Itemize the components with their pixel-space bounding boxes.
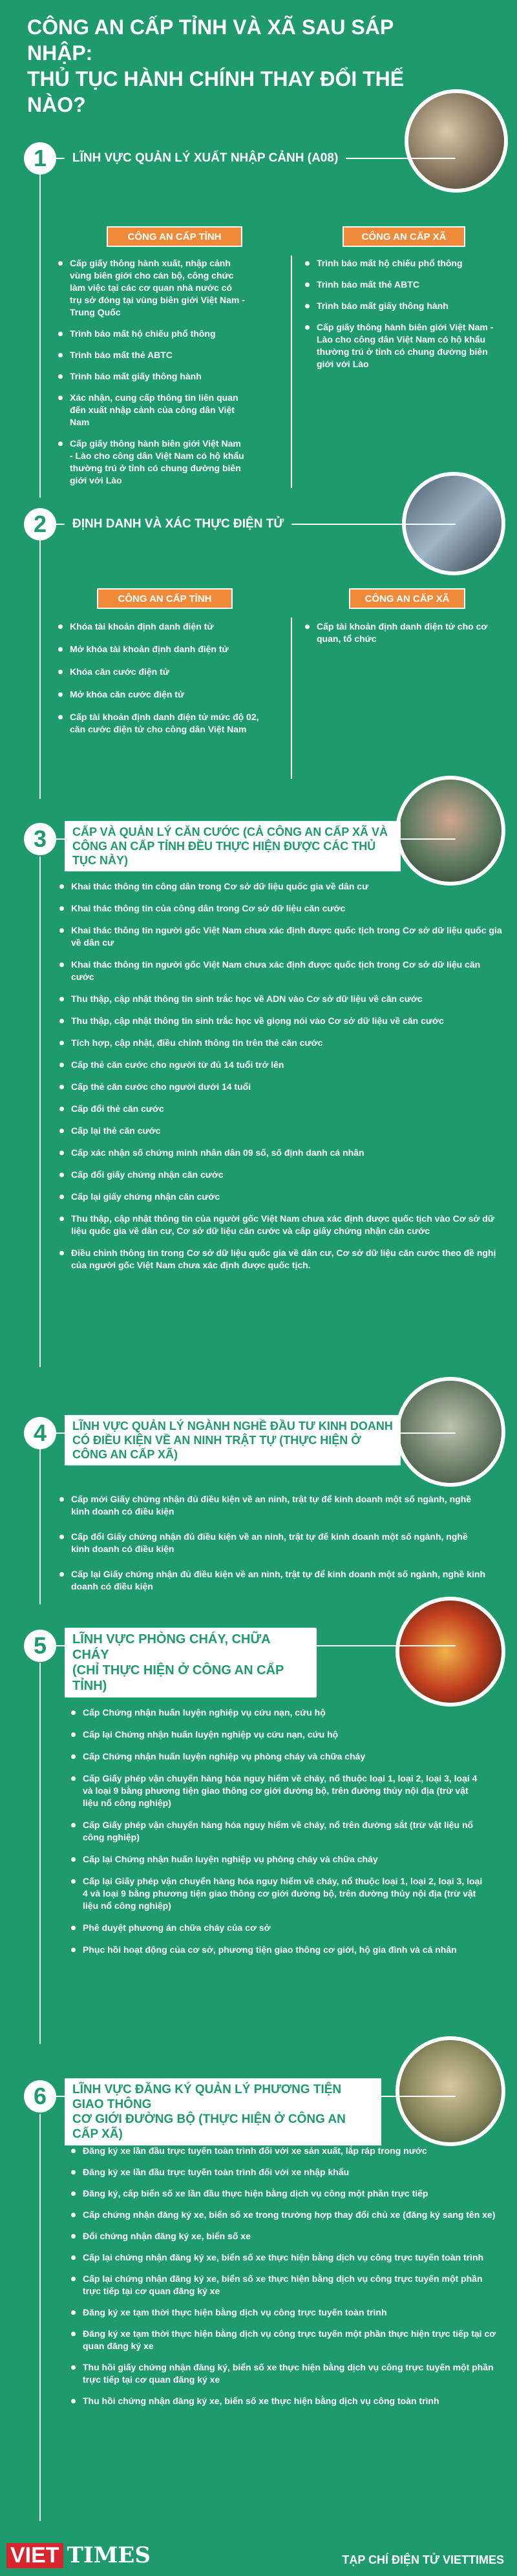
- list-item: Trình báo mất hộ chiếu phổ thông: [305, 257, 502, 270]
- section-3-list: [59, 880, 505, 1281]
- section-4-title-line-2: CÓ ĐIỀU KIỆN VỀ AN NINH TRẬT TỰ (THỰC HIỆN Ở CÔNG AN CẤP XÃ): [72, 1434, 361, 1461]
- list-item: Đăng ký xe lần đầu trực tuyến toàn trình đối với xe nhập khẩu: [71, 2166, 498, 2178]
- section-1-right-head: CÔNG AN CẤP XÃ: [343, 226, 465, 247]
- list-item: Cấp mới Giấy chứng nhận đủ điều kiện về an ninh, trật tự để kinh doanh một số ngành, nghề kinh doanh có điều kiện: [59, 1493, 486, 1518]
- section-4-photo: [396, 1377, 505, 1487]
- list-item: Khóa căn cước điện tử: [58, 666, 271, 678]
- section-6-title-line-2: CƠ GIỚI ĐƯỜNG BỘ (THỰC HIỆN Ở CÔNG AN CẤP XÃ): [72, 2113, 346, 2141]
- list-item: Thu thập, cập nhật thông tin sinh trắc học về ADN vào Cơ sở dữ liệu về căn cước: [59, 993, 505, 1005]
- list-item: Trình báo mất giấy thông hành: [58, 370, 246, 383]
- list-item: Cấp lại giấy chứng nhận căn cước: [59, 1191, 505, 1203]
- title-line-2: THỦ TỤC HÀNH CHÍNH THAY ĐỔI THẾ NÀO?: [27, 67, 405, 116]
- section-2: [0, 491, 517, 814]
- list-item: Thu thập, cập nhật thông tin sinh trắc học về giọng nói vào Cơ sở dữ liệu về căn cước: [59, 1015, 505, 1027]
- section-5: [0, 1590, 517, 2056]
- section-2-number: 2: [24, 508, 56, 540]
- list-item: Cấp lại Giấy phép vận chuyển hàng hóa nguy hiểm về cháy, nổ thuộc loại 1, loại 2, loại 3, loại 4 và loại 9 bằng phương tiện giao thông cơ giới đường bộ, trên đường thủy nội địa (trừ vật liệu nổ công nghiệp): [71, 1875, 485, 1912]
- list-item: Cấp tài khoản định danh điện tử cho cơ quan, tổ chức: [305, 621, 499, 645]
- list-item: Cấp giấy thông hành biên giới Việt Nam - Lào cho công dân Việt Nam có hộ khẩu thường trú ở tỉnh có chung đường biên giới với Lào: [58, 438, 246, 487]
- section-2-vline: [39, 540, 41, 799]
- logo-times: TIMES: [67, 2542, 151, 2568]
- section-1: [0, 129, 517, 504]
- list-item: Cấp lại Chứng nhận huấn luyện nghiệp vụ phòng cháy và chữa cháy: [71, 1853, 485, 1866]
- list-item: Cấp Chứng nhận huấn luyện nghiệp vụ cứu nạn, cứu hộ: [71, 1707, 485, 1719]
- section-2-left-head: CÔNG AN CẤP TỈNH: [97, 588, 233, 609]
- list-item: Trình báo mất giấy thông hành: [305, 300, 502, 312]
- section-6-list: [71, 2145, 498, 2416]
- section-3-vline: [39, 857, 41, 1367]
- list-item: Điều chỉnh thông tin trong Cơ sở dữ liệu quốc gia về dân cư, Cơ sở dữ liệu căn cước theo đề nghị của người gốc Việt Nam chưa xác định được quốc tịch.: [59, 1247, 505, 1272]
- section-1-vline: [39, 175, 41, 498]
- list-item: Thu hồi chứng nhận đăng ký xe, biển số xe thực hiện bằng dịch vụ công toàn trình: [71, 2395, 498, 2407]
- section-6-number: 6: [24, 2080, 56, 2113]
- section-5-list: [71, 1707, 485, 1966]
- list-item: Cấp Giấy phép vận chuyển hàng hóa nguy hiểm về cháy, nổ trên đường sắt (trừ vật liệu nổ công nghiệp): [71, 1819, 485, 1844]
- list-item: Cấp đổi Giấy chứng nhận đủ điều kiện về an ninh, trật tự để kinh doanh một số ngành, nghề kinh doanh có điều kiện: [59, 1531, 486, 1555]
- title-line-1: CÔNG AN CẤP TỈNH VÀ XÃ SAU SÁP NHẬP:: [27, 16, 394, 65]
- list-item: Cấp tài khoản định danh điện tử mức độ 02, căn cước điện tử cho công dân Việt Nam: [58, 711, 271, 736]
- section-4-title: [65, 1415, 401, 1465]
- list-item: Cấp đổi giấy chứng nhận căn cước: [59, 1169, 505, 1181]
- list-item: Phục hồi hoạt động của cơ sở, phương tiện giao thông cơ giới, hộ gia đình và cá nhân: [71, 1944, 485, 1956]
- list-item: Cấp xác nhận số chứng minh nhân dân 09 số, số định danh cá nhân: [59, 1147, 505, 1159]
- section-2-title: ĐỊNH DANH VÀ XÁC THỰC ĐIỆN TỬ: [65, 516, 291, 532]
- section-5-number: 5: [24, 1630, 56, 1662]
- list-item: Trình báo mất hộ chiếu phổ thông: [58, 328, 246, 340]
- section-6-photo: [396, 2036, 505, 2146]
- section-2-left-list: [58, 621, 271, 746]
- section-4-title-line-1: LĨNH VỰC QUẢN LÝ NGÀNH NGHỀ ĐẦU TƯ KINH DOANH: [72, 1420, 393, 1432]
- list-item: Phê duyệt phương án chữa cháy của cơ sở: [71, 1922, 485, 1934]
- list-item: Đăng ký xe tạm thời thực hiện bằng dịch vụ công trực tuyến một phần thực hiện trực tiếp tại cơ quan đăng ký xe: [71, 2328, 498, 2352]
- list-item: Đổi chứng nhận đăng ký xe, biển số xe: [71, 2230, 498, 2242]
- list-item: Cấp Chứng nhận huấn luyện nghiệp vụ phòng cháy và chữa cháy: [71, 1751, 485, 1763]
- page-title: [27, 14, 441, 118]
- list-item: Cấp thẻ căn cước cho người từ đủ 14 tuổi trở lên: [59, 1059, 505, 1071]
- list-item: Cấp đổi thẻ căn cước: [59, 1103, 505, 1115]
- section-6-title: [65, 2078, 381, 2145]
- list-item: Cấp lại Chứng nhận huấn luyện nghiệp vụ cứu nạn, cứu hộ: [71, 1729, 485, 1741]
- list-item: Trình báo mất thẻ ABTC: [58, 349, 246, 361]
- list-item: Khai thác thông tin của công dân trong Cơ sở dữ liệu căn cước: [59, 902, 505, 915]
- list-item: Khóa tài khoản định danh điện tử: [58, 621, 271, 633]
- section-2-right-head: CÔNG AN CẤP XÃ: [349, 588, 465, 609]
- list-item: Đăng ký xe tạm thời thực hiện bằng dịch vụ công trực tuyến toàn trình: [71, 2306, 498, 2319]
- section-1-title: LĨNH VỰC QUẢN LÝ XUẤT NHẬP CẢNH (A08): [65, 151, 346, 166]
- list-item: Cấp lại Giấy chứng nhận đủ điều kiện về an ninh, trật tự để kinh doanh một số ngành, nghề kinh doanh có điều kiện: [59, 1568, 486, 1593]
- list-item: Cấp lại thẻ căn cước: [59, 1125, 505, 1137]
- list-item: Cấp giấy thông hành xuất, nhập cảnh vùng biên giới cho cán bộ, công chức làm việc tại các cơ quan nhà nước có trụ sở đóng tại vùng biên giới Việt Nam - Trung Quốc: [58, 257, 246, 319]
- section-3-number: 3: [24, 823, 56, 855]
- section-4-number: 4: [24, 1417, 56, 1449]
- section-3-title-line-2: CÔNG AN CẤP TỈNH ĐỀU THỰC HIỆN ĐƯỢC CÁC THỦ TỤC NÀY): [72, 840, 376, 867]
- section-5-vline: [39, 1663, 41, 2044]
- list-item: Cấp lại chứng nhận đăng ký xe, biển số xe thực hiện bằng dịch vụ công trực tuyến toàn trình: [71, 2251, 498, 2264]
- section-4: [0, 1390, 517, 1616]
- list-item: Trình báo mất thẻ ABTC: [305, 279, 502, 291]
- list-item: Thu thập, cập nhật thông tin của người gốc Việt Nam chưa xác định được quốc tịch vào Cơ sở dữ liệu quốc gia về dân cư, Cơ sở dữ liệu căn cước và cấp giấy chứng nhận căn cước: [59, 1213, 505, 1237]
- section-2-right-list: [305, 621, 499, 655]
- section-5-title-line-1: LĨNH VỰC PHÒNG CHÁY, CHỮA CHÁY: [72, 1632, 270, 1662]
- list-item: Đăng ký, cấp biển số xe lần đầu thực hiện bằng dịch vụ công một phần trực tiếp: [71, 2187, 498, 2200]
- section-1-left-head: CÔNG AN CẤP TỈNH: [107, 226, 242, 247]
- section-3: [0, 776, 517, 1377]
- list-item: Mở khóa căn cước điện tử: [58, 688, 271, 701]
- list-item: Khai thác thông tin người gốc Việt Nam chưa xác định được quốc tịch trong Cơ sở dữ liệu quốc gia về dân cư: [59, 924, 505, 949]
- logo-viet: VIET: [6, 2543, 63, 2568]
- list-item: Cấp thẻ căn cước cho người dưới 14 tuổi: [59, 1081, 505, 1093]
- list-item: Đăng ký xe lần đầu trực tuyến toàn trình đối với xe sản xuất, lắp ráp trong nước: [71, 2145, 498, 2157]
- section-5-title-line-2: (CHỈ THỰC HIỆN Ở CÔNG AN CẤP TỈNH): [72, 1663, 284, 1693]
- list-item: Tích hợp, cập nhật, điều chỉnh thông tin trên thẻ căn cước: [59, 1037, 505, 1049]
- section-1-number: 1: [24, 142, 56, 175]
- viettimes-logo: [6, 2542, 151, 2568]
- section-5-title: [65, 1628, 317, 1698]
- section-1-divider: [291, 255, 292, 488]
- section-3-title-line-1: CẤP VÀ QUẢN LÝ CĂN CƯỚC (CẢ CÔNG AN CẤP XÃ VÀ: [72, 825, 388, 838]
- section-6-title-line-1: LĨNH VỰC ĐĂNG KÝ QUẢN LÝ PHƯƠNG TIỆN GIAO THÔNG: [72, 2083, 342, 2111]
- section-2-divider: [291, 617, 292, 779]
- section-1-right-list: [305, 257, 502, 379]
- section-6: [0, 2043, 517, 2534]
- list-item: Khai thác thông tin công dân trong Cơ sở dữ liệu quốc gia về dân cư: [59, 880, 505, 893]
- section-6-vline: [39, 2114, 41, 2521]
- section-5-photo: [396, 1597, 505, 1707]
- footer: [0, 2531, 517, 2576]
- list-item: Xác nhận, cung cấp thông tin liên quan đến xuất nhập cảnh của công dân Việt Nam: [58, 392, 246, 429]
- section-4-list: [59, 1493, 486, 1606]
- list-item: Cấp chứng nhận đăng ký xe, biển số xe trong trường hợp thay đổi chủ xe (đăng ký sang tên xe): [71, 2209, 498, 2221]
- section-4-vline: [39, 1449, 41, 1604]
- list-item: Thu hồi giấy chứng nhận đăng ký, biển số xe thực hiện bằng dịch vụ công trực tuyến một phần trực tiếp tại cơ quan đăng ký xe: [71, 2361, 498, 2386]
- section-3-photo: [396, 776, 505, 886]
- list-item: Cấp Giấy phép vận chuyển hàng hóa nguy hiểm về cháy, nổ thuộc loại 1, loại 2, loại 3, loại 4 và loại 9 bằng phương tiện giao thông cơ giới đường bộ, trên đường thủy nội địa (trừ vật liệu nổ công nghiệp): [71, 1772, 485, 1809]
- list-item: Khai thác thông tin người gốc Việt Nam chưa xác định được quốc tịch trong Cơ sở dữ liệu căn cước: [59, 959, 505, 983]
- list-item: Cấp lại chứng nhận đăng ký xe, biển số xe thực hiện bằng dịch vụ công trực tuyến một phần trực tiếp tại cơ quan đăng ký xe: [71, 2273, 498, 2297]
- list-item: Mở khóa tài khoản định danh điện tử: [58, 643, 271, 655]
- list-item: Cấp giấy thông hành biên giới Việt Nam - Lào cho công dân Việt Nam có hộ khẩu thường trú ở tỉnh có chung đường biên giới với Lào: [305, 321, 502, 370]
- section-3-title: [65, 821, 401, 871]
- section-1-left-list: [58, 257, 246, 496]
- footer-publisher: TẠP CHÍ ĐIỆN TỬ VIETTIMES: [342, 2553, 504, 2566]
